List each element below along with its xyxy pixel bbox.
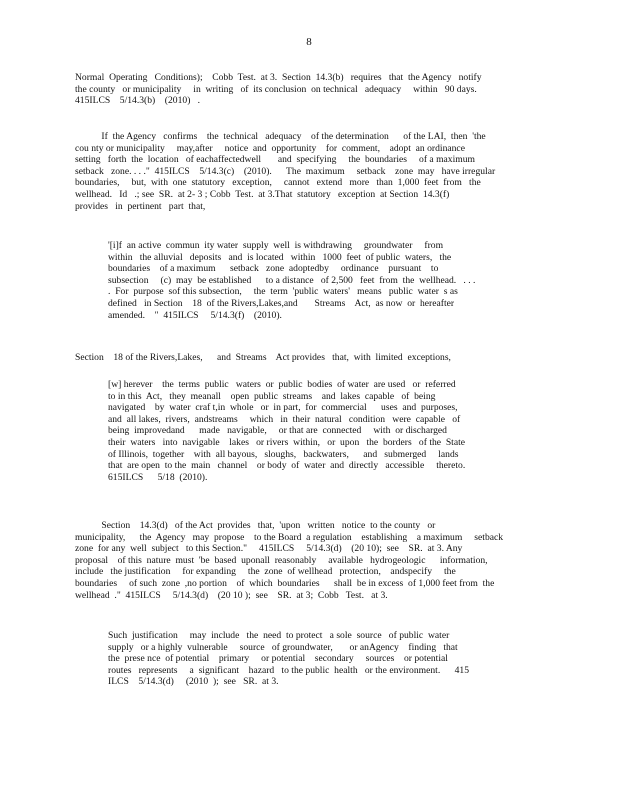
text-line: cou nty or municipality may,after notice and opportunity for comment, adopt an ordinance	[75, 142, 465, 154]
paragraph-conditions	[75, 72, 535, 107]
text-line: boundaries of a maximum setback zone adoptedby ordinance pursuant to	[108, 263, 439, 275]
text-line: municipality, the Agency may propose to the Board a regulation establishing a maximum setback	[75, 531, 504, 543]
text-line: provides in pertinent part that,	[75, 200, 206, 212]
text-line: '[i]f an active commun ity water supply well is withdrawing groundwater from	[108, 240, 444, 251]
block-quote-public-waters	[108, 379, 503, 483]
text-line: . For purpose sof this subsection, the term 'public waters' means public water s as	[108, 286, 458, 298]
text-line: Section 18 of the Rivers,Lakes, and Streams Act provides that, with limited exceptions,	[75, 352, 451, 363]
text-line: include the justification for expanding the zone of wellhead protection, andspecify the	[75, 566, 456, 578]
block-quote-justification	[108, 630, 503, 688]
text-line: Normal Operating Conditions); Cobb Test. at 3. Section 14.3(b) requires that the Agency notify	[75, 72, 482, 83]
text-line: of Illinois, together with all bayous, sloughs, backwaters, and submerged lands	[108, 448, 459, 460]
text-line: amended. " 415ILCS 5/14.3(f) (2010).	[108, 309, 282, 321]
text-line: the prese nce of potential primary or potential secondary sources or potential	[108, 653, 448, 665]
text-line: subsection (c) may be established to a distance of 2,500 feet from the wellhead. . . .	[108, 274, 476, 286]
text-line: setting forth the location of eachaffectedwell and specifying the boundaries of a maximum	[75, 154, 475, 166]
text-line: zone for any well subject to this Section." 415ILCS 5/14.3(d) (20 10); see SR. at 3. Any	[75, 543, 463, 555]
text-line: supply or a highly vulnerable source of groundwater, or anAgency finding that	[108, 641, 458, 653]
text-line: navigated by water craf t,in whole or in part, for commercial uses and purposes,	[108, 402, 458, 414]
text-line: being improvedand made navigable, or that are connected with or discharged	[108, 425, 447, 437]
text-line: defined in Section 18 of the Rivers,Lakes,and Streams Act, as now or hereafter	[108, 297, 455, 309]
text-line: 415ILCS 5/14.3(b) (2010) .	[75, 95, 200, 107]
text-line: Section 14.3(d) of the Act provides that, 'upon written notice to the county or	[75, 520, 436, 531]
block-quote-section-14-3-f	[108, 240, 503, 321]
text-line: proposal of this nature must 'be based uponall reasonably available hydrogeologic information,	[75, 554, 488, 566]
text-line: wellhead ." 415ILCS 5/14.3(d) (20 10 ); see SR. at 3; Cobb Test. at 3.	[75, 589, 388, 601]
paragraph-technical-adequacy	[75, 131, 535, 212]
page-number: 8	[306, 36, 312, 48]
text-line: that are open to the main channel or body of water and directly accessible thereto.	[108, 460, 466, 472]
text-line: to in this Act, they meanall open public streams and lakes capable of being	[108, 390, 436, 402]
text-line: If the Agency confirms the technical adequacy of the determination of the LAI, then 'the	[75, 131, 486, 142]
text-line: within the alluvial deposits and is located within 1000 feet of public waters, the	[108, 251, 452, 263]
text-line: routes represents a significant hazard to the public health or the environment. 415	[108, 664, 469, 676]
text-line: Such justification may include the need to protect a sole source of public water	[108, 630, 450, 641]
text-line: setback zone. . . ." 415ILCS 5/14.3(c) (2010). The maximum setback zone may have irregular	[75, 165, 496, 177]
text-line: boundaries, but, with one statutory exception, cannot extend more than 1,000 feet from the	[75, 177, 481, 189]
text-line: their waters into navigable lakes or rivers within, or upon the borders of the State	[108, 436, 466, 448]
text-line: and all lakes, rivers, andstreams which in their natural condition were capable of	[108, 413, 461, 425]
text-line: ILCS 5/14.3(d) (2010 ); see SR. at 3.	[108, 676, 279, 688]
text-line: the county or municipality in writing of its conclusion on technical adequacy within 90 days.	[75, 83, 477, 95]
paragraph-section-18-intro	[75, 352, 535, 364]
text-line: 615ILCS 5/18 (2010).	[108, 471, 208, 483]
text-line: boundaries of such zone ,no portion of which boundaries shall be in excess of 1,000 feet from the	[75, 577, 495, 589]
text-line: [w] herever the terms public waters or public bodies of water are used or referred	[108, 379, 456, 390]
paragraph-section-14-3-d	[75, 520, 535, 601]
text-line: wellhead. Id .; see SR. at 2- 3 ; Cobb Test. at 3.That statutory exception at Section 14.3(f)	[75, 188, 450, 200]
